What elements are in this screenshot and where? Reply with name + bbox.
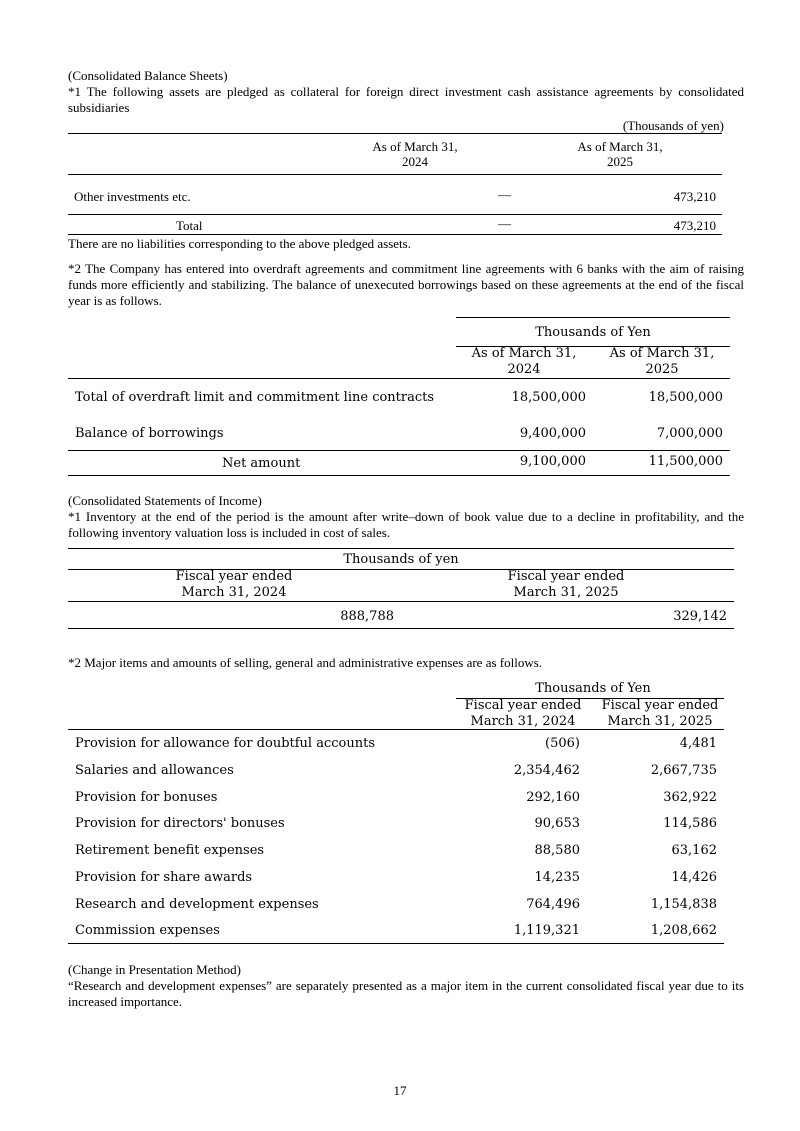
sga-row-label: Salaries and allowances <box>75 763 234 778</box>
bs-heading: (Consolidated Balance Sheets) <box>68 68 228 83</box>
change-heading: (Change in Presentation Method) <box>68 962 241 977</box>
overdraft-col-2024: As of March 31, 2024 <box>471 346 577 377</box>
bs-row-label: Other investments etc. <box>74 189 191 204</box>
sga-row-label: Provision for allowance for doubtful accounts <box>75 736 375 751</box>
sga-note-2: *2 Major items and amounts of selling, general and administrative expenses are as follows. <box>68 655 543 670</box>
overdraft-rule-unit-top <box>456 317 730 318</box>
sga-row-value-2025: 2,667,735 <box>650 763 717 778</box>
overdraft-row-value-2025: 7,000,000 <box>656 426 723 441</box>
bs-col-2024: As of March 31, 2024 <box>372 139 458 169</box>
income-col-2025: Fiscal year ended March 31, 2025 <box>507 569 625 600</box>
sga-col-2024: Fiscal year ended March 31, 2024 <box>464 698 582 729</box>
sga-row-value-2025: 1,154,838 <box>650 897 717 912</box>
overdraft-row-value-2024: 18,500,000 <box>511 390 586 405</box>
overdraft-rule-bottom <box>68 475 730 476</box>
income-rule-header <box>68 601 734 602</box>
sga-row-value-2025: 4,481 <box>679 736 717 751</box>
income-col-2024: Fiscal year ended March 31, 2024 <box>175 569 293 600</box>
bs-note-1: *1 The following assets are pledged as collateral for foreign direct investment cash assistance agreements by consolidated subsidiaries <box>68 84 744 115</box>
sga-row-label: Provision for share awards <box>75 870 253 885</box>
bs-total-value-2025: 473,210 <box>673 218 716 233</box>
sga-row-value-2024: 90,653 <box>534 816 580 831</box>
bs-total-label: Total <box>176 218 203 233</box>
overdraft-net-value-2024: 9,100,000 <box>519 454 586 469</box>
bs-col-2025: As of March 31, 2025 <box>577 139 663 169</box>
income-unit: Thousands of yen <box>343 552 459 567</box>
overdraft-net-value-2025: 11,500,000 <box>648 454 723 469</box>
sga-row-label: Commission expenses <box>75 923 220 938</box>
page-number: 17 <box>393 1083 407 1098</box>
sga-row-value-2024: 292,160 <box>526 790 580 805</box>
sga-row-value-2025: 63,162 <box>671 843 717 858</box>
sga-row-label: Provision for directors' bonuses <box>75 816 285 831</box>
bs-row-value-2024: — <box>498 187 511 202</box>
sga-row-value-2024: (506) <box>545 736 580 751</box>
sga-row-value-2025: 14,426 <box>671 870 717 885</box>
sga-rule-bottom <box>68 943 724 944</box>
sga-row-value-2024: 1,119,321 <box>513 923 580 938</box>
sga-row-value-2024: 2,354,462 <box>513 763 580 778</box>
bs-total-value-2024: — <box>498 216 511 231</box>
overdraft-row-label: Balance of borrowings <box>75 426 224 441</box>
sga-row-label: Retirement benefit expenses <box>75 843 265 858</box>
overdraft-net-label: Net amount <box>222 456 301 471</box>
income-note-1: *1 Inventory at the end of the period is the amount after write–down of book value due to a decline in profitability, and the following inventory valuation loss is included in cost of sales. <box>68 509 744 540</box>
income-heading: (Consolidated Statements of Income) <box>68 493 262 508</box>
change-text: “Research and development expenses” are separately presented as a major item in the current consolidated fiscal year due to its increased importance. <box>68 978 744 1009</box>
overdraft-rule-header <box>68 378 730 379</box>
overdraft-col-2025: As of March 31, 2025 <box>609 346 715 377</box>
bs-unit: (Thousands of yen) <box>622 118 724 133</box>
sga-rule-header <box>68 729 724 730</box>
bs-row-value-2025: 473,210 <box>673 189 716 204</box>
sga-row-label: Research and development expenses <box>75 897 319 912</box>
bs-rule-total <box>68 214 722 215</box>
income-value-2024: 888,788 <box>340 609 394 624</box>
sga-unit: Thousands of Yen <box>535 681 651 696</box>
sga-row-value-2025: 114,586 <box>663 816 717 831</box>
bs-rule-top <box>68 133 722 134</box>
income-rule-bottom <box>68 628 734 629</box>
overdraft-row-label: Total of overdraft limit and commitment line contracts <box>75 390 435 405</box>
sga-row-label: Provision for bonuses <box>75 790 218 805</box>
bs-rule-bottom <box>68 234 722 235</box>
bs-rule-header <box>68 174 722 175</box>
income-value-2025: 329,142 <box>673 609 727 624</box>
income-rule-top <box>68 548 734 549</box>
overdraft-note-2: *2 The Company has entered into overdraft agreements and commitment line agreements with 6 banks with the aim of raising funds more efficiently and stabilizing. The balance of unexecuted borrowings based on these agreements at the end of the fiscal year is as follows. <box>68 261 744 308</box>
sga-row-value-2025: 362,922 <box>663 790 717 805</box>
overdraft-unit: Thousands of Yen <box>535 325 651 340</box>
overdraft-row-value-2025: 18,500,000 <box>648 390 723 405</box>
overdraft-rule-net <box>68 450 730 451</box>
sga-col-2025: Fiscal year ended March 31, 2025 <box>601 698 719 729</box>
sga-row-value-2024: 88,580 <box>534 843 580 858</box>
sga-row-value-2024: 14,235 <box>534 870 580 885</box>
overdraft-row-value-2024: 9,400,000 <box>519 426 586 441</box>
sga-row-value-2024: 764,496 <box>526 897 580 912</box>
sga-row-value-2025: 1,208,662 <box>650 923 717 938</box>
bs-footnote: There are no liabilities corresponding to the above pledged assets. <box>68 236 411 251</box>
